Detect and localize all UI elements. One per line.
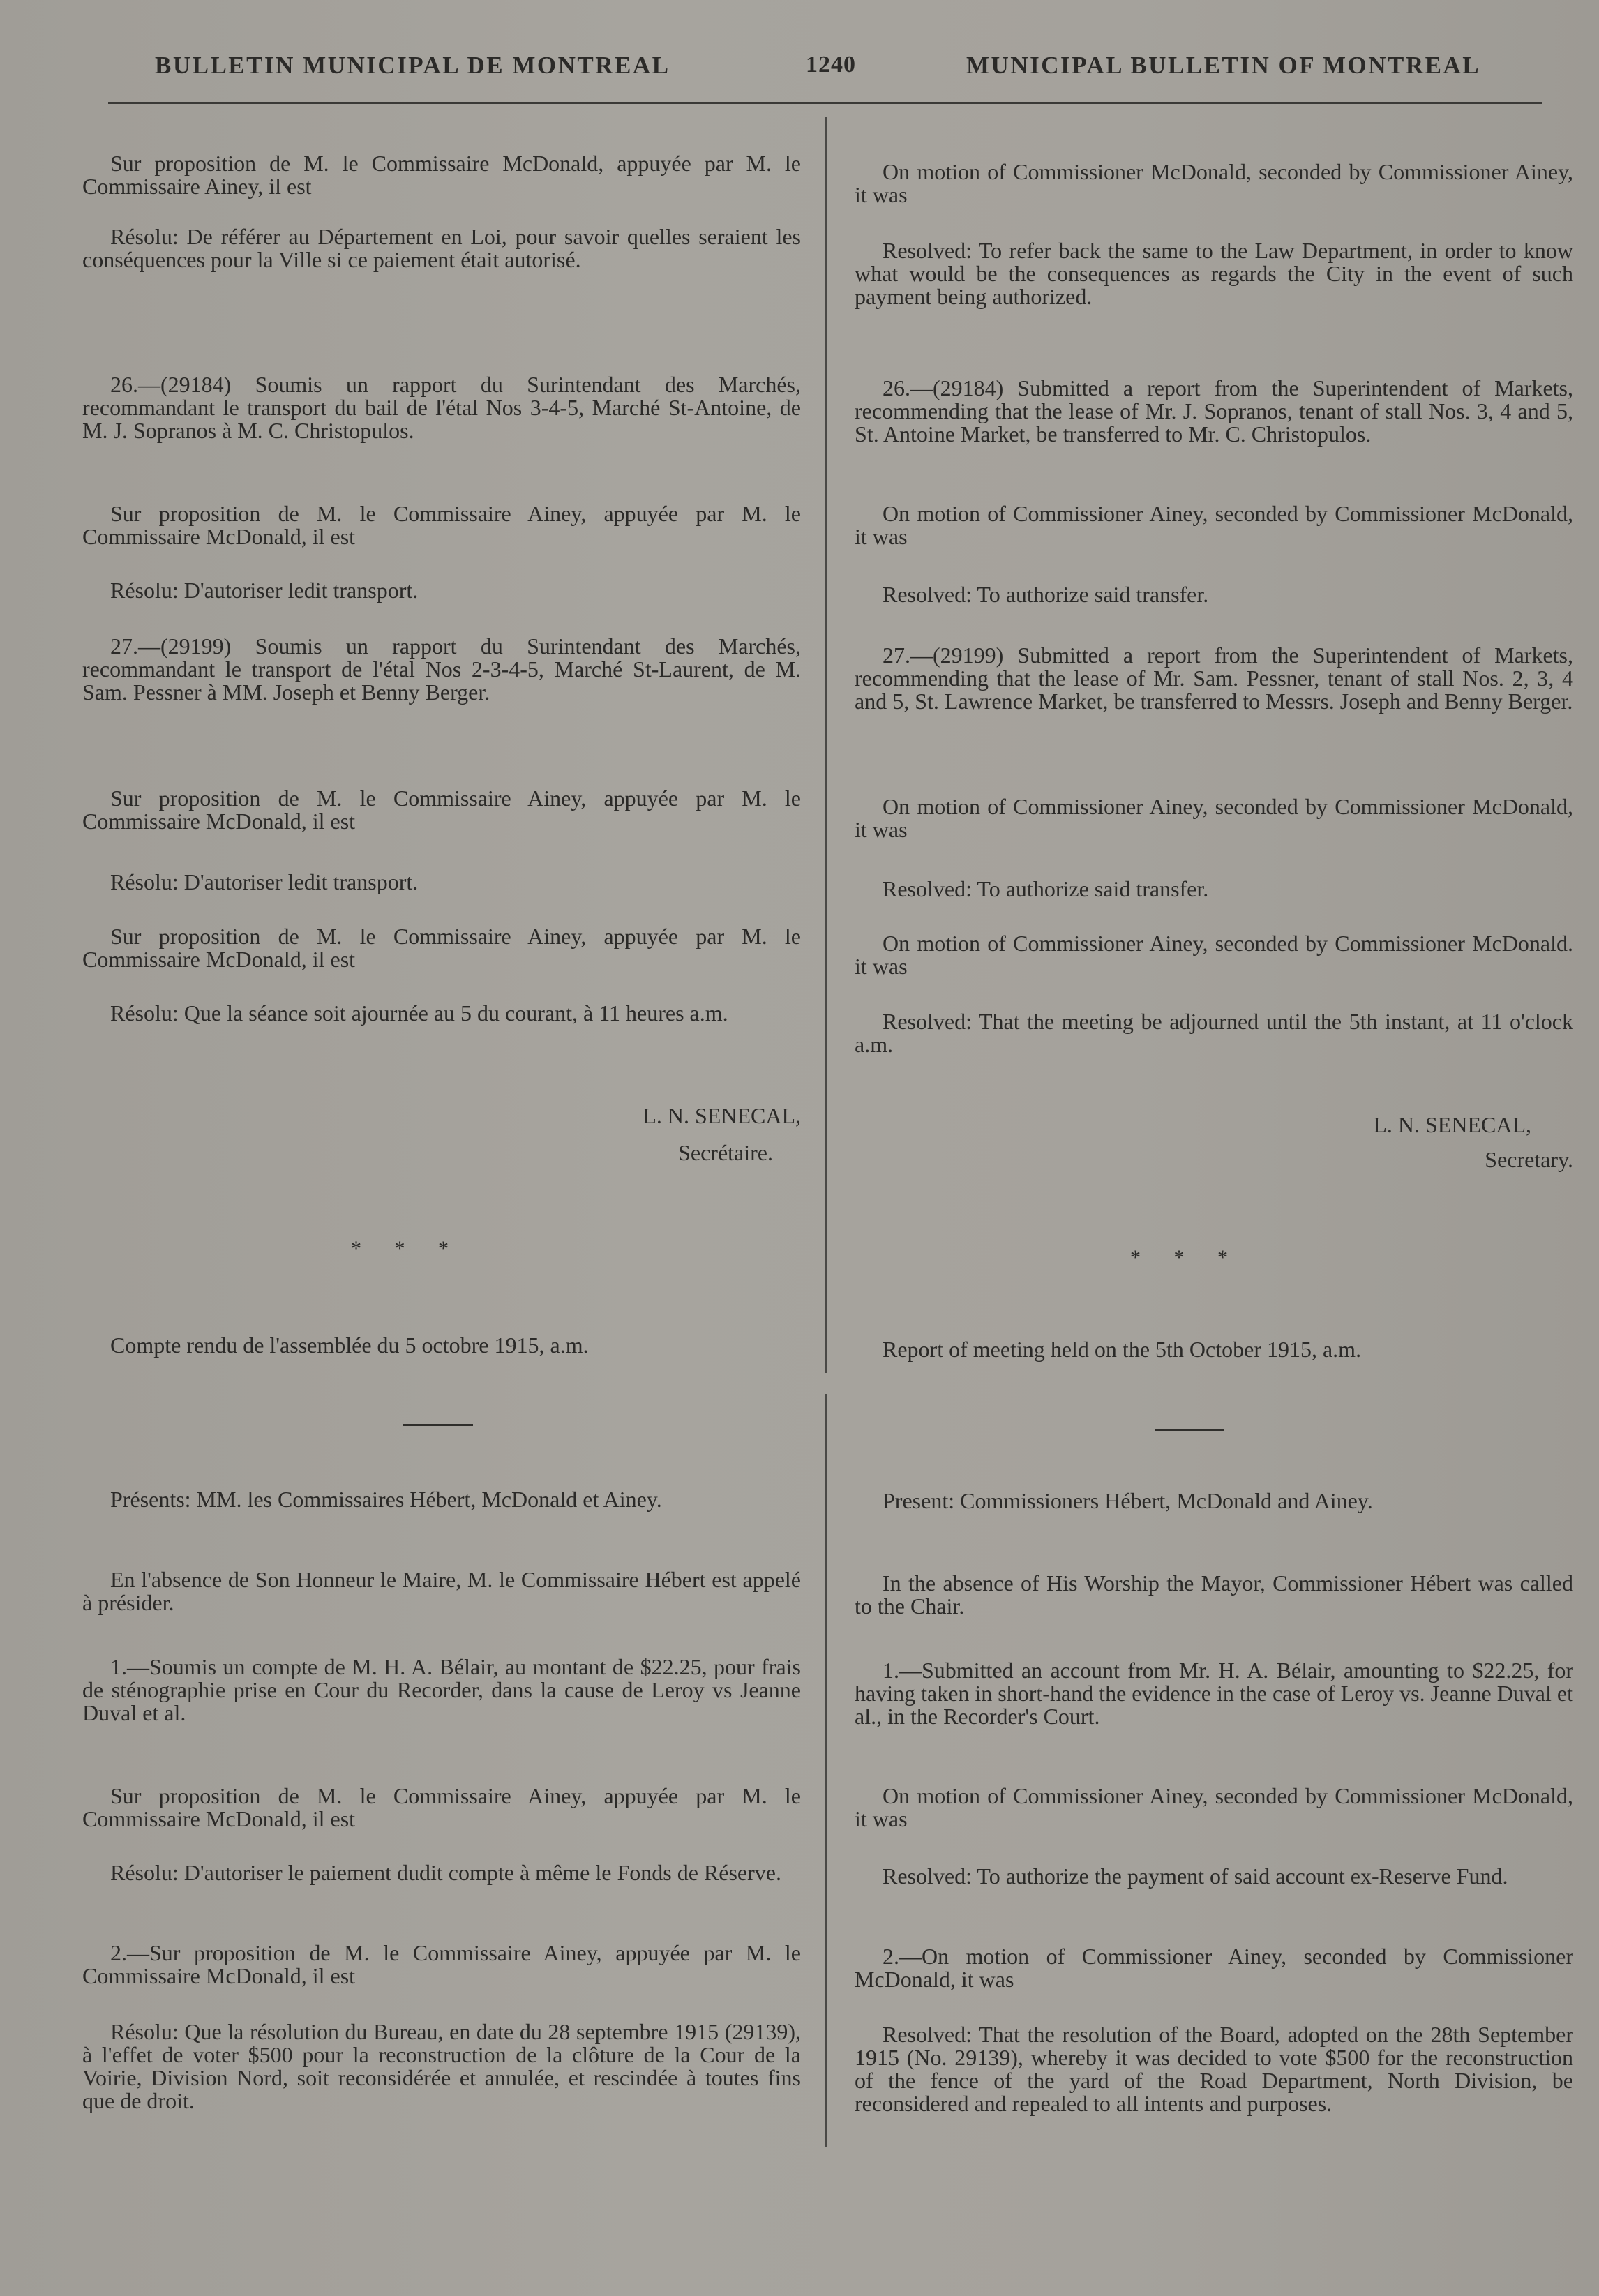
section-rule (403, 1424, 473, 1426)
paragraph: Present: Commissioners Hébert, McDonald and Ainey. (883, 1488, 1373, 1513)
paragraph: On motion of Commissioner Ainey, seconded by Commissioner McDonald, it was (855, 794, 1573, 842)
paragraph: 2.—On motion of Commissioner Ainey, seconded by Commissioner McDonald, it was (855, 1944, 1573, 1992)
column-divider (825, 117, 827, 606)
paragraph: Resolved: To authorize the payment of said account ex-Reserve Fund. (883, 1863, 1508, 1889)
paragraph: Résolu: D'autoriser ledit transport. (110, 578, 419, 603)
paragraph: In the absence of His Worship the Mayor, Commissioner Hébert was called to the Chair. (855, 1570, 1573, 1619)
paragraph: Resolved: That the resolution of the Board, adopted on the 28th September 1915 (No. 29139), whereby it was decided to vote $500 for the reconstruction of the fence of the yard of the Road Department, North Division, be reconsidered and repealed to all intents and purposes. (855, 2022, 1573, 2116)
paragraph: On motion of Commissioner Ainey, seconded by Commissioner McDonald, it was (855, 501, 1573, 549)
section-rule (1155, 1429, 1224, 1431)
paragraph: On motion of Commissioner Ainey, seconded by Commissioner McDonald, it was (855, 1783, 1573, 1831)
report-title: Compte rendu de l'assemblée du 5 octobre 1915, a.m. (110, 1333, 589, 1358)
paragraph: Resolved: To authorize said transfer. (883, 876, 1209, 901)
paragraph: Résolu: D'autoriser le paiement dudit compte à même le Fonds de Réserve. (110, 1860, 781, 1885)
signature-name: L. N. SENECAL, (1373, 1112, 1531, 1137)
report-title: Report of meeting held on the 5th October 1915, a.m. (883, 1337, 1362, 1362)
paragraph: 1.—Soumis un compte de M. H. A. Bélair, au montant de $22.25, pour frais de sténographie prise en Cour du Recorder, dans la cause de Leroy vs Jeanne Duval et al. (82, 1654, 801, 1725)
paragraph: 27.—(29199) Submitted a report from the Superintendent of Markets, recommending that the lease of Mr. Sam. Pessner, tenant of stall Nos. 2, 3, 4 and 5, St. Lawrence Market, be transferred to Messrs. Joseph and Benny Berger. (855, 643, 1573, 714)
paragraph: 1.—Submitted an account from Mr. H. A. Bélair, amounting to $22.25, for having taken in short-hand the evidence in the case of Leroy vs. Jeanne Duval et al., in the Recorder's Court. (855, 1658, 1573, 1729)
column-divider (825, 1394, 827, 2147)
header-left-title: BULLETIN MUNICIPAL DE MONTREAL (155, 52, 670, 79)
header-rule (108, 102, 1542, 104)
paragraph: Resolved: To refer back the same to the Law Department, in order to know what would be the consequences as regards the City in the event of such payment being authorized. (855, 238, 1573, 309)
paragraph: En l'absence de Son Honneur le Maire, M. le Commissaire Hébert est appelé à présider. (82, 1567, 801, 1615)
paragraph: Sur proposition de M. le Commissaire Ainey, appuyée par M. le Commissaire McDonald, il est (82, 924, 801, 972)
paragraph: Présents: MM. les Commissaires Hébert, McDonald et Ainey. (110, 1487, 662, 1512)
paragraph: Sur proposition de M. le Commissaire Ainey, appuyée par M. le Commissaire McDonald, il est (82, 786, 801, 834)
paragraph: On motion of Commissioner Ainey, seconded by Commissioner McDonald. it was (855, 931, 1573, 979)
separator-stars: * * * (351, 1237, 463, 1260)
page-number: 1240 (806, 52, 856, 77)
paragraph: Sur proposition de M. le Commissaire McDonald, appuyée par M. le Commissaire Ainey, il est (82, 151, 801, 199)
paragraph: Résolu: Que la séance soit ajournée au 5 du courant, à 11 heures a.m. (110, 1000, 728, 1026)
paragraph: Resolved: To authorize said transfer. (883, 582, 1209, 607)
paragraph: 26.—(29184) Soumis un rapport du Surintendant des Marchés, recommandant le transport du bail de l'étal Nos 3-4-5, Marché St-Antoine, de M. J. Sopranos à M. C. Christopulos. (82, 372, 801, 443)
signature-title: Secrétaire. (678, 1140, 773, 1165)
paragraph: Résolu: Que la résolution du Bureau, en date du 28 septembre 1915 (29139), à l'effet de voter $500 pour la reconstruction de la clôture de la Cour de la Voirie, Division Nord, soit reconsidérée et annulée, et rescindée à toutes fins que de droit. (82, 2019, 801, 2113)
paragraph: Sur proposition de M. le Commissaire Ainey, appuyée par M. le Commissaire McDonald, il est (82, 501, 801, 549)
paragraph: Résolu: De référer au Département en Loi, pour savoir quelles seraient les conséquences pour la Ville si ce paiement était autorisé. (82, 224, 801, 272)
signature-name: L. N. SENECAL, (643, 1103, 801, 1128)
separator-stars: * * * (1130, 1246, 1242, 1269)
paragraph: Résolu: D'autoriser ledit transport. (110, 869, 419, 894)
paragraph: 27.—(29199) Soumis un rapport du Surintendant des Marchés, recommandant le transport de l'étal Nos 2-3-4-5, Marché St-Laurent, de M. Sam. Pessner à MM. Joseph et Benny Berger. (82, 633, 801, 705)
header-right-title: MUNICIPAL BULLETIN OF MONTREAL (966, 52, 1481, 79)
paragraph: On motion of Commissioner McDonald, seconded by Commissioner Ainey, it was (855, 159, 1573, 207)
paragraph: 26.—(29184) Submitted a report from the Superintendent of Markets, recommending that the lease of Mr. J. Sopranos, tenant of stall Nos. 3, 4 and 5, St. Antoine Market, be transferred to Mr. C. Christopulos. (855, 375, 1573, 447)
paragraph: 2.—Sur proposition de M. le Commissaire Ainey, appuyée par M. le Commissaire McDonald, il est (82, 1940, 801, 1988)
paragraph: Resolved: That the meeting be adjourned until the 5th instant, at 11 o'clock a.m. (855, 1009, 1573, 1057)
paragraph: Sur proposition de M. le Commissaire Ainey, appuyée par M. le Commissaire McDonald, il est (82, 1783, 801, 1831)
signature-title: Secretary. (1485, 1147, 1573, 1172)
